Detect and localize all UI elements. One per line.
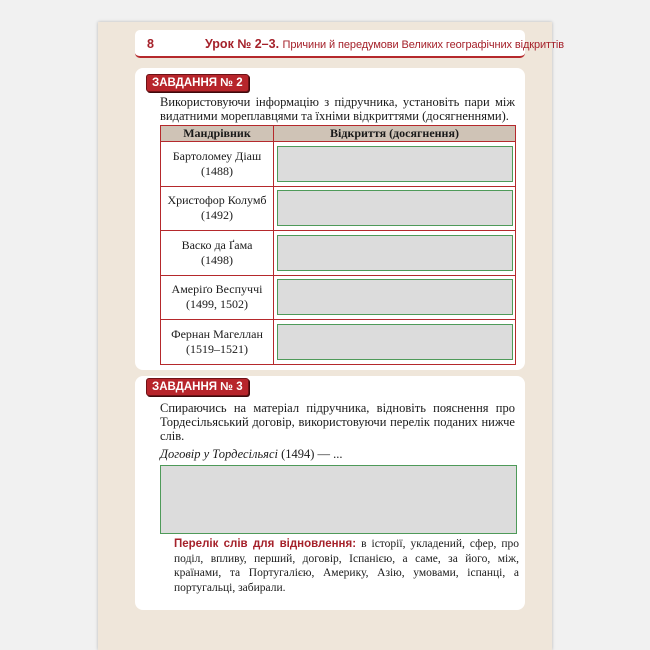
table-row — [161, 142, 516, 187]
word-list-label: Перелік слів для відновлення: — [174, 538, 357, 550]
traveler-cell — [161, 320, 274, 365]
traveler-name: Амеріґо Веспуччі — [171, 282, 263, 297]
discovery-cell — [274, 231, 516, 276]
discovery-cell — [274, 320, 516, 365]
travelers-table — [160, 125, 516, 365]
traveler-name: Фернан Магеллан — [171, 326, 263, 341]
discovery-cell — [274, 142, 516, 187]
table-row — [161, 275, 516, 320]
lesson-title — [205, 37, 564, 51]
answer-box[interactable] — [277, 324, 513, 360]
treaty-term-year: (1494) — ... — [281, 447, 343, 461]
table-row — [161, 320, 516, 365]
traveler-cell — [161, 275, 274, 320]
traveler-name: Христофор Колумб — [167, 193, 267, 208]
treaty-term-name: Договір у Тордесільясі — [160, 447, 278, 461]
table-row — [161, 231, 516, 276]
page-number: 8 — [147, 37, 154, 51]
treaty-answer-box[interactable] — [160, 465, 517, 534]
word-list-text: в історії, укладений, сфер, про поділ, впливу, перший, договір, Іспанією, а саме, за його, між, країнами, та Португалією, Америку, Азію, умовами, іспанці, а португальці, забирали. — [174, 538, 520, 594]
traveler-cell — [161, 142, 274, 187]
page-header — [135, 30, 565, 58]
traveler-years: (1499, 1502) — [186, 297, 248, 312]
discovery-cell — [274, 186, 516, 231]
task3-instruction: Спираючись на матеріал підручника, відновіть пояснення про Тордесільяський договір, використовуючи перелік поданих нижче слів. — [160, 401, 515, 443]
lesson-number: Урок № 2–3. — [205, 37, 280, 51]
table-row — [161, 186, 516, 231]
table-header-row — [161, 126, 516, 142]
col-discovery-header: Відкриття (досягнення) — [274, 126, 516, 142]
traveler-years: (1519–1521) — [186, 341, 248, 356]
discovery-cell — [274, 275, 516, 320]
task2-badge: ЗАВДАННЯ № 2 — [146, 74, 249, 92]
task3-badge: ЗАВДАННЯ № 3 — [146, 378, 249, 396]
traveler-years: (1498) — [201, 252, 233, 267]
col-traveler-header: Мандрівник — [161, 126, 274, 142]
answer-box[interactable] — [277, 279, 513, 315]
answer-box[interactable] — [277, 235, 513, 271]
answer-box[interactable] — [277, 146, 513, 182]
treaty-term — [160, 447, 515, 461]
traveler-cell — [161, 186, 274, 231]
word-list — [174, 537, 519, 595]
traveler-years: (1492) — [201, 208, 233, 223]
answer-box[interactable] — [277, 190, 513, 226]
traveler-name: Бартоломеу Діаш — [172, 148, 262, 163]
traveler-years: (1488) — [201, 163, 233, 178]
task2-instruction: Використовуючи інформацію з підручника, установіть пари між видатними мореплавцями та їхніми відкриттями (досягненнями). — [160, 95, 515, 123]
traveler-name: Васко да Ґама — [181, 237, 253, 252]
lesson-topic: Причини й передумови Великих географічних відкриттів — [282, 39, 565, 51]
traveler-cell — [161, 231, 274, 276]
